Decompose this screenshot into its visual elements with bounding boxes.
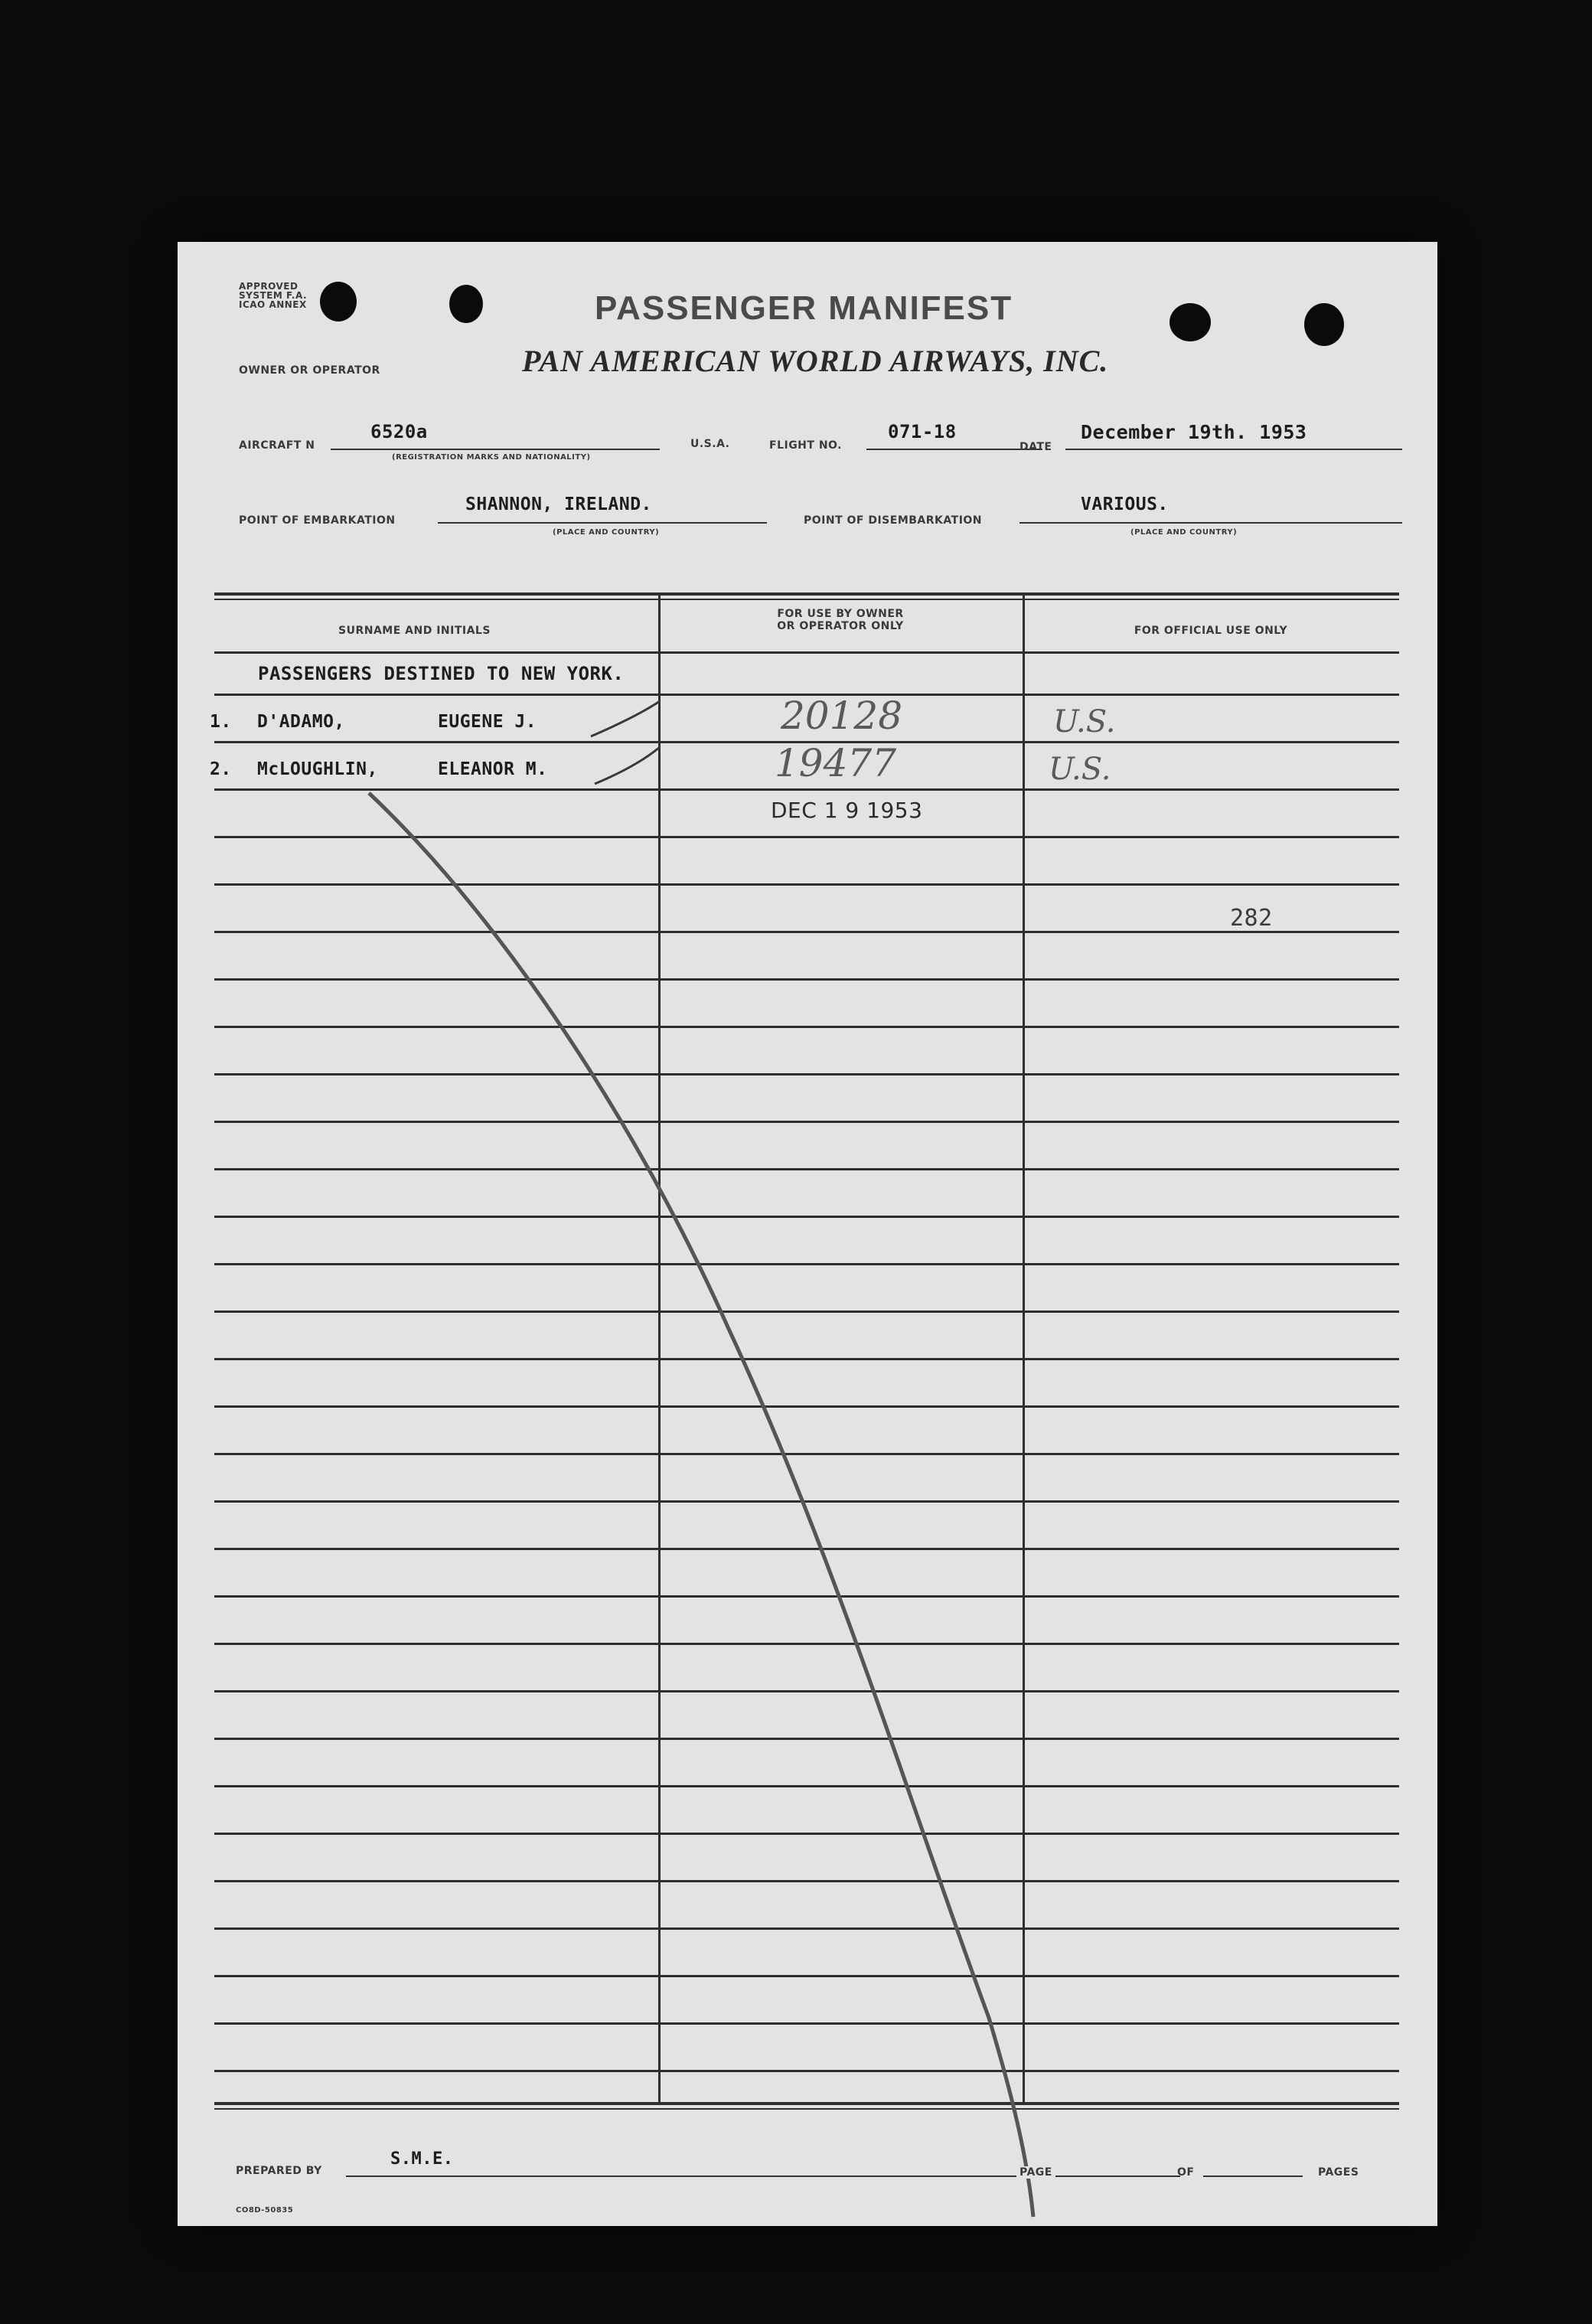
passenger-surname: D'ADAMO, [257, 712, 345, 732]
pages-label: PAGES [1318, 2166, 1359, 2179]
date-value: December 19th. 1953 [1081, 421, 1307, 443]
column-header-surname: SURNAME AND INITIALS [338, 625, 491, 637]
prepared-value: S.M.E. [390, 2149, 454, 2169]
disembark-sub: (PLACE AND COUNTRY) [1130, 528, 1238, 537]
passenger-official-note: U.S. [1049, 752, 1111, 787]
passenger-surname: McLOUGHLIN, [257, 759, 378, 779]
prepared-label: PREPARED BY [236, 2165, 322, 2177]
aircraft-sub: (REGISTRATION MARKS AND NATIONALITY) [392, 453, 591, 462]
manifest-sheet [178, 242, 1437, 2226]
passenger-owner-number: 20128 [781, 694, 903, 738]
column-header-official: FOR OFFICIAL USE ONLY [1134, 625, 1288, 637]
disembark-value: VARIOUS. [1081, 495, 1169, 514]
page-stamp-number: 282 [1230, 905, 1273, 932]
aircraft-label: AIRCRAFT N [239, 439, 315, 452]
passenger-given-name: EUGENE J. [438, 712, 537, 732]
flight-label: FLIGHT NO. [769, 439, 842, 452]
passenger-number: 2. [210, 759, 232, 779]
column-header-owner-line: OR OPERATOR ONLY [777, 620, 904, 632]
section-heading: PASSENGERS DESTINED TO NEW YORK. [258, 663, 625, 684]
passenger-given-name: ELEANOR M. [438, 759, 548, 779]
of-underline [1203, 2175, 1303, 2177]
aircraft-value: 6520a [370, 421, 428, 442]
owner-value: PAN AMERICAN WORLD AIRWAYS, INC. [522, 344, 1109, 378]
usa-label: U.S.A. [690, 438, 730, 450]
passenger-official-note: U.S. [1053, 704, 1116, 739]
embark-sub: (PLACE AND COUNTRY) [553, 528, 660, 537]
flight-value: 071-18 [888, 421, 957, 442]
form-title: PASSENGER MANIFEST [595, 289, 1013, 327]
pencil-marks [178, 242, 1437, 2226]
approval-line: APPROVED [239, 281, 298, 292]
page-label: PAGE [1016, 2166, 1055, 2179]
form-number: CO8D-50835 [236, 2206, 294, 2215]
approval-line: ICAO ANNEX [239, 299, 307, 310]
embark-label: POINT OF EMBARKATION [239, 514, 396, 527]
date-label: DATE [1019, 441, 1052, 453]
owner-label: OWNER OR OPERATOR [239, 364, 380, 377]
date-stamp: DEC 1 9 1953 [771, 798, 923, 823]
approval-line: SYSTEM F.A. [239, 290, 308, 301]
column-header-owner-line: FOR USE BY OWNER [777, 608, 904, 620]
passenger-number: 1. [210, 712, 232, 732]
passenger-owner-number: 19477 [775, 741, 897, 785]
disembark-label: POINT OF DISEMBARKATION [804, 514, 983, 527]
of-label: OF [1177, 2166, 1195, 2179]
embark-value: SHANNON, IRELAND. [465, 495, 652, 514]
